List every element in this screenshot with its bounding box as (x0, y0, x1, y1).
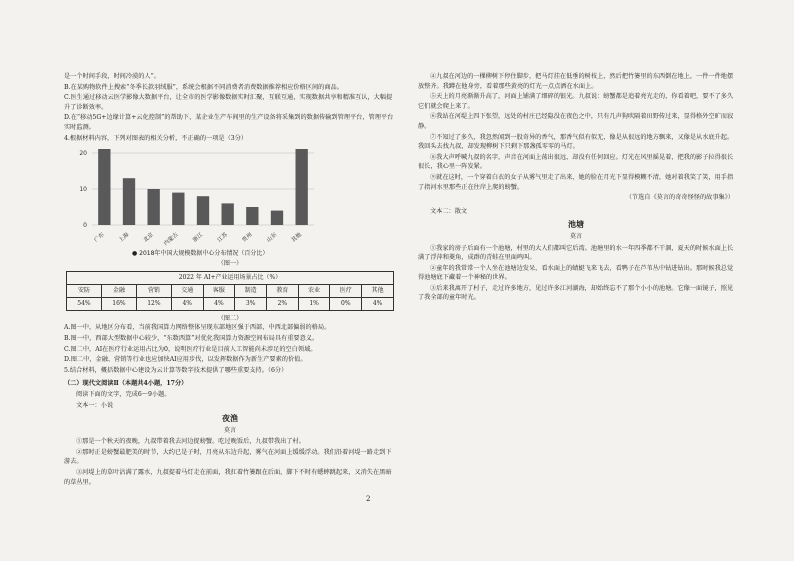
story-para: ⑦不知过了多久，我忽然闻到一股奇异的香气，那香气似有似无，像是从很远的地方飘来，又像是从水底升起。我回头去找九叔，却发现柳树下只剩下那盏孤零零的马灯。 (418, 133, 734, 151)
table-value-cell: 3% (235, 297, 267, 310)
table-value-cell: 4% (171, 297, 203, 310)
x-tick-label: 其他 (290, 232, 303, 244)
essay-para: ③后来我离开了村子，走过许多地方，见过许多江河湖海，却始终忘不了那个小小的池塘。它像一面镜子，照见了我全部的童年时光。 (418, 284, 734, 302)
left-column (64, 72, 396, 488)
y-tick-label: 0 (83, 222, 87, 230)
story-source: （节选自《莫言的奇奇怪怪的故事集》） (625, 194, 734, 202)
story-para: ①那是一个秋天的夜晚，九叔带着我去河边捉螃蟹。吃过晚饭后，九叔带我出了村。 (76, 438, 305, 446)
left-top-para: 是一个时间手段，时间冷漠的人”。 (64, 73, 160, 80)
story-title: 夜渔 (222, 413, 238, 424)
text1-label: 文本一：小说 (76, 401, 114, 409)
table-value-cell: 1% (298, 297, 330, 310)
fig1-caption: （图一） (217, 260, 243, 268)
x-tick-label: 山东 (265, 232, 279, 244)
essay-title: 池塘 (568, 219, 584, 230)
essay-para: ②童年的我常常一个人坐在池塘边发呆，看水面上的蜻蜓飞来飞去，看鸭子在芦苇丛中钻进钻出。那时候我总觉得池塘底下藏着一个神秘的世界。 (418, 264, 734, 282)
table-header-cell: 其他 (362, 284, 394, 297)
table-value-row (67, 297, 394, 310)
bar (197, 196, 209, 225)
story-para: ⑨就在这时，一个穿着白衣的女子从雾气里走了出来，她的脸在月光下显得模糊不清，她对着我笑了笑，用手指了指河水里那些正在往岸上爬的螃蟹。 (418, 173, 734, 191)
x-tick-label: 广东 (93, 232, 106, 244)
table-header-cell: 医疗 (330, 284, 362, 297)
y-tick-label: 20 (79, 150, 87, 158)
question-5: 5.结合材料，概括数据中心建设为云计算等数字技术提供了哪些重要支持。（6分） (64, 366, 288, 374)
x-tick-label: 上海 (117, 232, 131, 244)
text2-label: 文本二：散文 (430, 207, 468, 215)
option-a: A.图一中，从地区分布看，当前我国算力网络整体呈现东部地区强于西部，中西北部偏弱的格局。 (64, 324, 331, 332)
fig2-caption: （图二） (217, 314, 243, 322)
table-header-cell: 农业 (298, 284, 330, 297)
option-d-para: D.在“移动5G+边缘计算+云化控制”的帮助下，某企业生产车间里的生产设备将采集到的数据传输到管理平台，管理平台实时监测。 (64, 114, 394, 131)
bar (123, 178, 135, 225)
section2-heading: （二）现代文阅读Ⅱ（本题共4小题，17分） (64, 380, 188, 388)
table-value-cell: 2% (267, 297, 299, 310)
option-c-para: C.医生通过移动云医学影像大数据平台，让全市的医学影像数据实时汇聚，互联互通，实现数据共享和精准互认，大幅提升了诊断效率。 (64, 94, 393, 111)
story-para: ②那时正是螃蟹最肥美的时节，大约已是子时，月亮从东边升起，雾气在河面上缓缓浮动。我们沿着河堤一路走到下游去。 (64, 448, 392, 466)
table-value-cell: 16% (101, 297, 136, 310)
question-4: 4.根据材料内容，下列对图表的相关分析，不正确的一项是（3分） (64, 134, 248, 142)
x-tick-label: 贵州 (241, 232, 254, 244)
table-header-row (67, 284, 394, 297)
bar-chart (64, 147, 396, 259)
table-header-cell: 制造 (235, 284, 267, 297)
table-header-cell: 交通 (171, 284, 203, 297)
bar (172, 193, 184, 225)
story-author: 莫言 (223, 426, 237, 434)
table-value-cell: 54% (67, 297, 102, 310)
x-tick-label: 浙江 (191, 232, 205, 244)
x-tick-label: 内蒙古 (163, 232, 180, 248)
bar (271, 211, 283, 225)
bar (296, 149, 308, 225)
option-c: C.图二中，AI在医疗行业运用占比为0，说明医疗行业是目前人工智能尚未涉足的空白领域。 (64, 345, 317, 353)
right-column (418, 72, 734, 304)
bar (98, 149, 110, 225)
story-para: ⑤天上的月亮渐渐升高了，河面上铺满了细碎的银光。九叔说：螃蟹都是追着亮光走的，你看着吧，要不了多久它们就会爬上来了。 (418, 93, 734, 110)
story-para: ③河堤上的草叶沾满了露水，九叔提着马灯走在前面，我扛着竹篓跟在后面，脚下不时有蟋蟀跳起来，又消失在黑暗的草丛里。 (64, 469, 392, 486)
bar (222, 204, 234, 226)
story-para: ⑧我大声呼喊九叔的名字，声音在河面上荡出很远，却没有任何回应。灯光在风里摇晃着，把我的影子拉得很长很长，我心里一阵发紧。 (418, 153, 734, 171)
section2-instructions: 阅读下面的文字，完成6～9小题。 (76, 390, 171, 398)
option-b: B.图一中，西部大型数据中心较少，“东数西算”对优化我国算力资源空间布局具有重要意义。 (64, 334, 319, 342)
option-b-para: B.在某购物软件上搜索“冬季长款羽绒服”，系统会根据不同消费者消费数据推荐相应价格区间的商品。 (64, 83, 343, 91)
essay-author: 莫言 (569, 232, 583, 240)
x-tick-label: 北京 (142, 232, 155, 244)
table-header-cell: 营销 (136, 284, 171, 297)
essay-para: ①我家的房子后面有一个池塘，村里的大人们都叫它后湾。池塘里的水一年四季都不干涸，夏天的时候水面上长满了浮萍和菱角，成群的青蛙在里面鸣叫。 (418, 244, 734, 262)
y-tick-label: 10 (79, 186, 87, 194)
bar-chart-svg (64, 147, 394, 259)
story-para: ④九叔在河边的一棵柳树下停住脚步，把马灯挂在低垂的树枝上，然后把竹篓里的东西倒在地上，一件一件地摆放整齐。我蹲在他身旁，看着那些黄亮的灯光一点点洒在水面上。 (418, 73, 734, 90)
table-value-cell: 4% (203, 297, 235, 310)
table-value-cell: 0% (330, 297, 362, 310)
bar (246, 207, 258, 225)
x-tick-label: 江苏 (216, 232, 229, 244)
table-header-cell: 教育 (267, 284, 299, 297)
table-header-cell: 金融 (101, 284, 136, 297)
ai-industry-table (66, 271, 394, 311)
bar (148, 189, 160, 225)
page-number: 2 (366, 495, 371, 503)
table-value-cell: 12% (136, 297, 171, 310)
table-header-cell: 客服 (203, 284, 235, 297)
table-value-cell: 4% (362, 297, 394, 310)
table-header-cell: 安防 (67, 284, 102, 297)
option-d: D.图二中，金融、营销等行业也应加快AI应用步伐，以发挥数据作为新生产要素的价值。 (64, 356, 307, 364)
table-title: 2022 年 AI+产业运用场景占比（%） (67, 271, 394, 284)
story-para: ⑥我站在河堤上四下张望，远处的村庄已经隐没在夜色之中，只有几声狗吠隔着田野传过来，显得格外空旷而寂静。 (418, 113, 734, 130)
chart-legend: ● 2018年中国大规模数据中心分布情况（百分比） (132, 250, 269, 258)
